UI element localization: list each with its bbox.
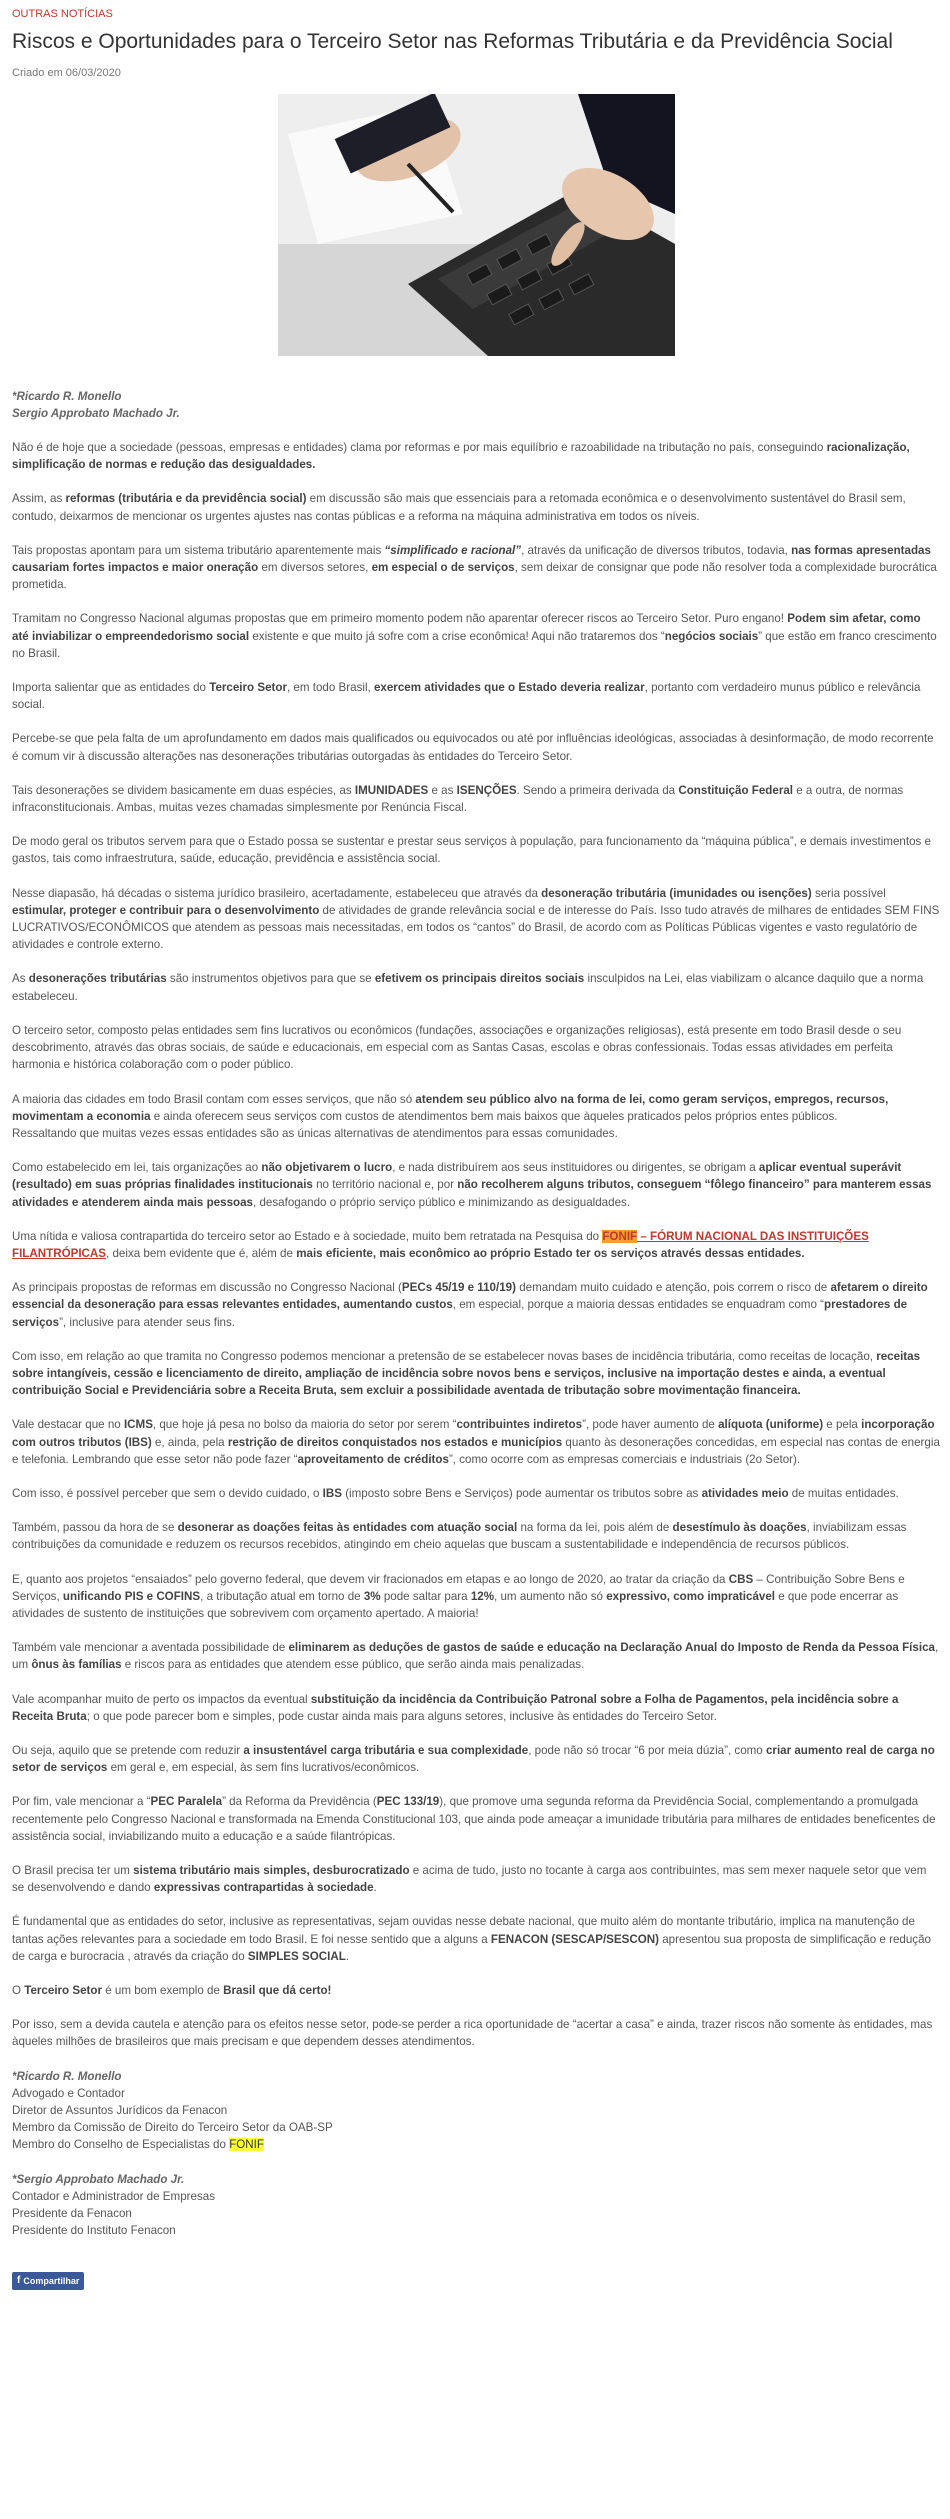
bold-text: receitas sobre intangíveis, cessão e licenciamento de direito, ampliação de incidência sobre novos bens e serviços, inclusive na importação destes e ainda, a eventual contribuição Social e Previdenciária sobre a Receita Bruta, sem excluir a possibilidade aventada de tributação sobre movimentação financeira. (12, 1349, 921, 1398)
bold-text: expressivas contrapartidas à sociedade (153, 1881, 374, 1895)
article-paragraph (12, 1022, 940, 1074)
signature-name: *Sergio Approbato Machado Jr. (12, 2172, 185, 2186)
signature-line: Presidente da Fenacon (12, 2207, 132, 2221)
fonif-link[interactable]: – FÓRUM NACIONAL DAS INSTITUIÇÕES FILANTRÓPICAS (12, 1229, 869, 1260)
bold-text: Brasil que dá certo! (223, 1984, 332, 1998)
paragraph-text: Tais desonerações se dividem basicamente em duas espécies, as (12, 783, 355, 797)
paragraph-text: É fundamental que as entidades do setor, inclusive as representativas, sejam ouvidas nesse debate nacional, que muito além do montante tributário, implica na manutenção de tantas ações relevantes para a sociedade em todo Brasil. E foi nesse sentido que a alguns a (12, 1915, 915, 1946)
paragraph-text: existente e que muito já sofre com a crise econômica! Aqui não trataremos dos “ (249, 629, 665, 643)
paragraph-text: Uma nítida e valiosa contrapartida do terceiro setor ao Estado e à sociedade, muito bem retratada na Pesquisa do (12, 1229, 603, 1243)
paragraph-text: A maioria das cidades em todo Brasil contam com esses serviços, que não só (12, 1092, 416, 1106)
share-label: Compartilhar (23, 2276, 80, 2287)
paragraph-text: Ressaltando que muitas vezes essas entidades são as únicas alternativas de atendimentos para essas comunidades. (12, 1126, 618, 1140)
article-paragraph (12, 1639, 940, 1673)
paragraph-text: Nesse diapasão, há décadas o sistema jurídico brasileiro, acertadamente, estabeleceu que através da (12, 886, 542, 900)
paragraph-text: e as (428, 783, 457, 797)
paragraph-text: na forma da lei, pois além de (517, 1521, 673, 1535)
paragraph-text: de atividades de grande relevância social e de interesse do País. Isso tudo através de milhares de entidades SEM FINS LUCRATIVOS/ECONÔMICOS que atendem as pessoas mais necessitadas, em todos os “cantos” do Brasil, de acordo com as Políticas Públicas vigentes e vasto regulatório de atividades e controle externo. (12, 903, 940, 952)
article-paragraph (12, 1485, 940, 1502)
article-paragraph (12, 1159, 940, 1211)
author-line: Sergio Approbato Machado Jr. (12, 406, 180, 420)
paragraph-text: Vale acompanhar muito de perto os impactos da eventual (12, 1692, 311, 1706)
bold-text: atividades meio (701, 1486, 789, 1500)
paragraph-text: , portanto com verdadeiro munus público e relevância social. (12, 681, 921, 712)
paragraph-text: , em todo Brasil, (286, 681, 374, 695)
paragraph-text: Assim, as (12, 492, 66, 506)
paragraph-text: Percebe-se que pela falta de um aprofundamento em dados mais qualificados ou equivocados ou até por influências ideológicas, associadas à desinformação, de modo recorrente é comum vir à discussão alterações nas desonerações tributárias outorgadas às entidades do Terceiro Setor. (12, 732, 934, 763)
bold-text: IMUNIDADES (354, 783, 429, 797)
paragraph-text: – Contribuição Sobre Bens e Serviços, (12, 1572, 905, 1603)
bold-text: prestadores de serviços (12, 1298, 908, 1329)
bold-text: desonerações tributárias (28, 972, 167, 986)
authors-top (12, 388, 940, 422)
bold-text: eliminarem as deduções de gastos de saúde e educação na Declaração Anual do Imposto de Renda da Pessoa Física (288, 1641, 935, 1655)
signature-1 (12, 2068, 940, 2154)
bold-text: ICMS (123, 1418, 153, 1432)
paragraph-text: insculpidos na Lei, elas viabilizam o alcance daquilo que a norma estabeleceu. (12, 972, 924, 1003)
article-paragraph (12, 1416, 940, 1468)
paragraph-text: (imposto sobre Bens e Serviços) pode aumentar os tributos sobre as (341, 1486, 702, 1500)
bold-text: ônus às famílias (31, 1658, 122, 1672)
paragraph-text: , que hoje já pesa no bolso da maioria do setor por serem “ (152, 1418, 457, 1432)
bold-text: desonerar as doações feitas às entidades com atuação social (177, 1521, 518, 1535)
paragraph-text: , desafogando o próprio serviço público e minimizando as desigualdades. (253, 1195, 631, 1209)
bold-text: efetivem os principais direitos sociais (374, 972, 585, 986)
signature-line-text: Membro do Conselho de Especialistas do (12, 2138, 230, 2152)
signature-line: Presidente do Instituto Fenacon (12, 2224, 176, 2238)
paragraph-text: , um aumento não só (494, 1589, 607, 1603)
paragraph-text: , em especial, porque a maioria dessas entidades se enquadram como “ (452, 1298, 824, 1312)
article-paragraph (12, 610, 940, 662)
article-paragraph (12, 1793, 940, 1845)
paragraph-text: Também, passou da hora de se (12, 1521, 178, 1535)
bold-text: estimular, proteger e contribuir para o desenvolvimento (12, 903, 320, 917)
bold-text: “simplificado e racional” (384, 543, 522, 557)
paragraph-text: de muitas entidades. (788, 1486, 899, 1500)
paragraph-text: no território nacional e, por (312, 1178, 458, 1192)
bold-text: restrição de direitos conquistados nos estados e municípios (227, 1435, 563, 1449)
bold-text: reformas (tributária e da previdência social) (65, 492, 307, 506)
paragraph-text: Vale destacar que no (12, 1418, 124, 1432)
signature-line: Contador e Administrador de Empresas (12, 2189, 215, 2203)
bold-text: aproveitamento de créditos (297, 1452, 449, 1466)
bold-text: unificando PIS e COFINS (62, 1589, 201, 1603)
bold-text: contribuintes indiretos (456, 1418, 583, 1432)
bold-text: afetarem o direito essencial da desoneração para essas relevantes entidades, aumentando custos (12, 1281, 928, 1312)
paragraph-text: Com isso, é possível perceber que sem o devido cuidado, o (12, 1486, 323, 1500)
facebook-share-button[interactable] (12, 2272, 84, 2290)
paragraph-text: ” que estão em franco crescimento no Brasil. (12, 629, 937, 660)
paragraph-text: As (12, 972, 29, 986)
paragraph-text: e a outra, de normas infraconstitucionais. Ambas, muitas vezes chamadas simplesmente por Renúncia Fiscal. (12, 783, 904, 815)
paragraph-text: . (373, 1881, 377, 1895)
paragraph-text: Com isso, em relação ao que tramita no Congresso podemos mencionar a pretensão de se estabelecer novas bases de incidência tributária, como receitas de locação, (12, 1349, 877, 1363)
signature-2 (12, 2171, 940, 2240)
paragraph-text: demandam muito cuidado e atenção, pois correm o risco de (515, 1281, 831, 1295)
bold-text: 3% (363, 1589, 381, 1603)
hero-image-container (12, 94, 940, 361)
bold-text: criar aumento real de carga no setor de serviços (12, 1743, 935, 1775)
fonif-highlight: FONIF (602, 1229, 638, 1243)
bold-text: CBS (728, 1572, 754, 1586)
bold-text: Podem sim afetar, como até inviabilizar o empreendedorismo social (12, 612, 921, 643)
article-paragraph (12, 1982, 940, 1999)
bold-text: PECs 45/19 e 110/19) (401, 1281, 516, 1295)
bold-text: negócios sociais (664, 629, 759, 643)
paragraph-text: . Sendo a primeira derivada da (516, 783, 679, 797)
bold-text: incorporação com outros tributos (IBS) (12, 1418, 935, 1449)
bold-text: Constituição Federal (678, 783, 793, 797)
paragraph-text: em discussão são mais que essenciais para a retomada econômica e o desenvolvimento sustentável do Brasil sem, contudo, deixarmos de mencionar os urgentes ajustes nas contas públicas e a reforma na máquina administrativa em todos os níveis. (12, 492, 906, 523)
paragraph-text: ” da Reforma da Previdência ( (222, 1795, 377, 1809)
paragraph-text: As principais propostas de reformas em discussão no Congresso Nacional ( (12, 1281, 402, 1295)
article-title: Riscos e Oportunidades para o Terceiro Setor nas Reformas Tributária e da Previdência Social (12, 30, 893, 54)
signature-line (12, 2136, 940, 2153)
bold-text: não objetivarem o lucro (261, 1161, 393, 1175)
paragraph-text: , e nada distribuírem aos seus instituidores ou dirigentes, se obrigam a (392, 1161, 759, 1175)
article-body (12, 439, 940, 2051)
article-paragraph (12, 1519, 940, 1553)
fonif-highlight: FONIF (229, 2138, 264, 2152)
article-paragraph (12, 1571, 940, 1623)
bold-text: SIMPLES SOCIAL (247, 1949, 346, 1963)
article-paragraph (12, 1862, 940, 1896)
article-paragraph (12, 885, 940, 954)
article-paragraph (12, 1279, 940, 1331)
paragraph-text: e ainda oferecem seus serviços com custos de atendimentos bem mais baixos que àqueles praticados pelos próprios entes públicos. (150, 1109, 838, 1123)
article-paragraph (12, 970, 940, 1004)
paragraph-text: ”, como ocorre com as empresas comerciais e industriais (2o Setor). (448, 1452, 801, 1466)
calculator-photo (278, 94, 675, 356)
bold-text: 12% (470, 1589, 495, 1603)
paragraph-text: Como estabelecido em lei, tais organizações ao (12, 1161, 262, 1175)
paragraph-text: e acima de tudo, justo no tocante à carga aos contribuintes, mas sem mexer naquele setor que vem se desenvolvendo e dando (12, 1864, 927, 1895)
paragraph-text: E, quanto aos projetos “ensaiados” pelo governo federal, que devem vir fracionados em etapas e ao longo de 2020, ao tratar da criação da (12, 1572, 729, 1586)
paragraph-text: O (12, 1984, 25, 1998)
article-paragraph (12, 679, 940, 713)
bold-text: atendem seu público alvo na forma de lei, como geram serviços, empregos, recursos, movimentam a economia (12, 1092, 889, 1123)
article-paragraph (12, 1691, 940, 1725)
bold-text: ISENÇÕES (456, 783, 517, 797)
paragraph-text: apresentou sua proposta de simplificação e redução de carga e burocracia , através da criação do (12, 1932, 931, 1963)
bold-text: aplicar eventual superávit (resultado) em suas próprias finalidades institucionais (12, 1161, 902, 1192)
bold-text: substituição da incidência da Contribuição Patronal sobre a Folha de Pagamentos, pela incidência sobre a Receita Bruta (12, 1692, 899, 1723)
bold-text: Terceiro Setor (24, 1984, 102, 1998)
signature-line: Diretor de Assuntos Jurídicos da Fenacon (12, 2104, 228, 2118)
paragraph-text: O Brasil precisa ter um (12, 1864, 134, 1877)
bold-text: FENACON (SESCAP/SESCON) (490, 1932, 660, 1946)
paragraph-text: quanto às desonerações concedidas, em especial nas contas de energia e telefonia. Lembrando que esse setor não pode fazer “ (12, 1435, 940, 1466)
paragraph-text: Tramitam no Congresso Nacional algumas propostas que em primeiro momento podem não aparentar oferecer riscos ao Terceiro Setor. Puro engano! (12, 612, 788, 626)
paragraph-text: e que pode encerrar as atividades de sustento de instituições que sobrevivem com orçamento apertado. A maioria! (12, 1589, 899, 1620)
paragraph-text: Não é de hoje que a sociedade (pessoas, empresas e entidades) clama por reformas e por mais equilíbrio e razoabilidade na tributação no país, conseguindo (12, 441, 827, 455)
paragraph-text: , deixa bem evidente que é, além de (106, 1246, 297, 1260)
paragraph-text: . (345, 1949, 350, 1963)
article-paragraph (12, 490, 940, 524)
paragraph-text: Tais propostas apontam para um sistema tributário aparentemente mais (12, 543, 385, 557)
paragraph-text: são instrumentos objetivos para que se (166, 972, 375, 986)
bold-text: exercem atividades que o Estado deveria realizar (373, 681, 645, 695)
signature-line: Advogado e Contador (12, 2086, 125, 2100)
category-link[interactable]: OUTRAS NOTÍCIAS (12, 8, 113, 20)
paragraph-text: ”, inclusive para atender seus fins. (59, 1315, 235, 1329)
paragraph-text: Importa salientar que as entidades do (12, 681, 210, 695)
paragraph-text: Por isso, sem a devida cautela e atenção para os efeitos nesse setor, pode-se perder a rica oportunidade de “acertar a casa” e ainda, trazer riscos não somente às entidades, mas àqueles milhões de brasileiros que mais precisam e que dependem desses atendimentos. (12, 2018, 933, 2049)
article-paragraph (12, 1091, 940, 1143)
signature-line: Membro da Comissão de Direito do Terceiro Setor da OAB-SP (12, 2121, 333, 2135)
bold-text: desoneração tributária (imunidades ou isenções) (541, 886, 812, 900)
paragraph-text: é um bom exemplo de (102, 1984, 224, 1998)
facebook-icon: f (17, 2275, 21, 2287)
paragraph-text: pode saltar para (380, 1589, 471, 1603)
bold-text: desestímulo às doações (672, 1521, 807, 1535)
bold-text: não recolherem alguns tributos, conseguem “fôlego financeiro” para manterem essas atividades e atenderem ainda mais pessoas (12, 1178, 932, 1209)
author-line: *Ricardo R. Monello (12, 389, 122, 403)
paragraph-text: ; o que pode parecer bom e simples, pode custar ainda mais para alguns setores, inclusive às entidades do Terceiro Setor. (86, 1709, 717, 1723)
signature-name: *Ricardo R. Monello (12, 2069, 122, 2083)
article-paragraph (12, 1228, 940, 1262)
paragraph-text: seria possível (811, 886, 886, 900)
created-date: Criado em 06/03/2020 (12, 67, 121, 80)
article-paragraph (12, 833, 940, 867)
paragraph-text: , pode não só trocar “6 por meia dúzia”, como (528, 1743, 766, 1757)
bold-text: em especial o de serviços (371, 561, 515, 575)
paragraph-text: Ou seja, aquilo que se pretende com reduzir (12, 1743, 244, 1757)
paragraph-text: em geral e, em especial, às sem fins lucrativos/econômicos. (107, 1761, 420, 1775)
bold-text: nas formas apresentadas causariam fortes impactos e maior oneração (12, 543, 931, 575)
paragraph-text: De modo geral os tributos servem para que o Estado possa se sustentar e prestar seus serviços à população, para funcionamento da “máquina pública”, e demais investimentos e gastos, tais como infraestrutura, saúde, educação, previdência e assistência social. (12, 835, 931, 866)
bold-text: PEC Paralela (150, 1795, 223, 1809)
paragraph-text: Também vale mencionar a aventada possibilidade de (12, 1641, 289, 1655)
paragraph-text: , um (12, 1641, 939, 1672)
article-paragraph (12, 1348, 940, 1400)
bold-text: PEC 133/19 (376, 1795, 440, 1809)
paragraph-text: ), que promove uma segunda reforma da Previdência Social, complementando a promulgada recentemente pelo Congresso Nacional e transformada na Emenda Constitucional 103, que ainda pode ameaçar a imunidade tributária para milhares de entidades beneficentes de assistência social, inviabilizando muito a educação e a saúde filantrópicas. (12, 1795, 936, 1843)
paragraph-text: , através da unificação de diversos tributos, todavia, (521, 543, 792, 557)
bold-text: sistema tributário mais simples, desburocratizado (133, 1864, 410, 1877)
paragraph-text: ”, pode haver aumento de (582, 1418, 719, 1432)
article-paragraph (12, 2016, 940, 2050)
article-paragraph (12, 1742, 940, 1776)
article-paragraph (12, 730, 940, 764)
bold-text: a insustentável carga tributária e sua complexidade (243, 1743, 529, 1757)
paragraph-text: e riscos para as entidades que atendem esse público, que serão ainda mais penalizadas. (121, 1658, 585, 1672)
paragraph-text: , a tributação atual em torno de (200, 1589, 364, 1603)
bold-text: mais eficiente, mais econômico ao próprio Estado ter os serviços através dessas entidades. (296, 1246, 805, 1260)
paragraph-text: e, ainda, pela (151, 1435, 228, 1449)
bold-text: IBS (322, 1486, 342, 1500)
paragraph-text: Por fim, vale mencionar a “ (12, 1795, 151, 1809)
article-paragraph (12, 542, 940, 594)
paragraph-text: e pela (823, 1418, 862, 1432)
article-paragraph (12, 1913, 940, 1965)
bold-text: racionalização, simplificação de normas e redução das desigualdades. (12, 441, 910, 472)
article-paragraph (12, 439, 940, 473)
bold-text: expressivo, como impraticável (606, 1589, 776, 1603)
paragraph-text: , sem deixar de consignar que pode não resolver toda a complexidade burocrática prometida. (12, 561, 937, 592)
paragraph-text: O terceiro setor, composto pelas entidades sem fins lucrativos ou econômicos (fundações, associações e organizações religiosas), está presente em todo Brasil desde o seu descobrimento, através das obras sociais, de saúde e educacionais, em especial com as Santas Casas, escolas e obras confessionais. Todas essas atividades em perfeita harmonia e histórica colaboração com o poder público. (12, 1023, 902, 1072)
article-paragraph (12, 782, 940, 816)
bold-text: Terceiro Setor (209, 681, 287, 695)
paragraph-text: , inviabilizam essas contribuições da comunidade e reduzem os recursos recebidos, atingindo em cheio aquelas que buscam a sustentabilidade e independência de recursos públicos. (12, 1521, 907, 1552)
bold-text: alíquota (uniforme) (718, 1418, 824, 1432)
paragraph-text: em diversos setores, (258, 561, 372, 575)
